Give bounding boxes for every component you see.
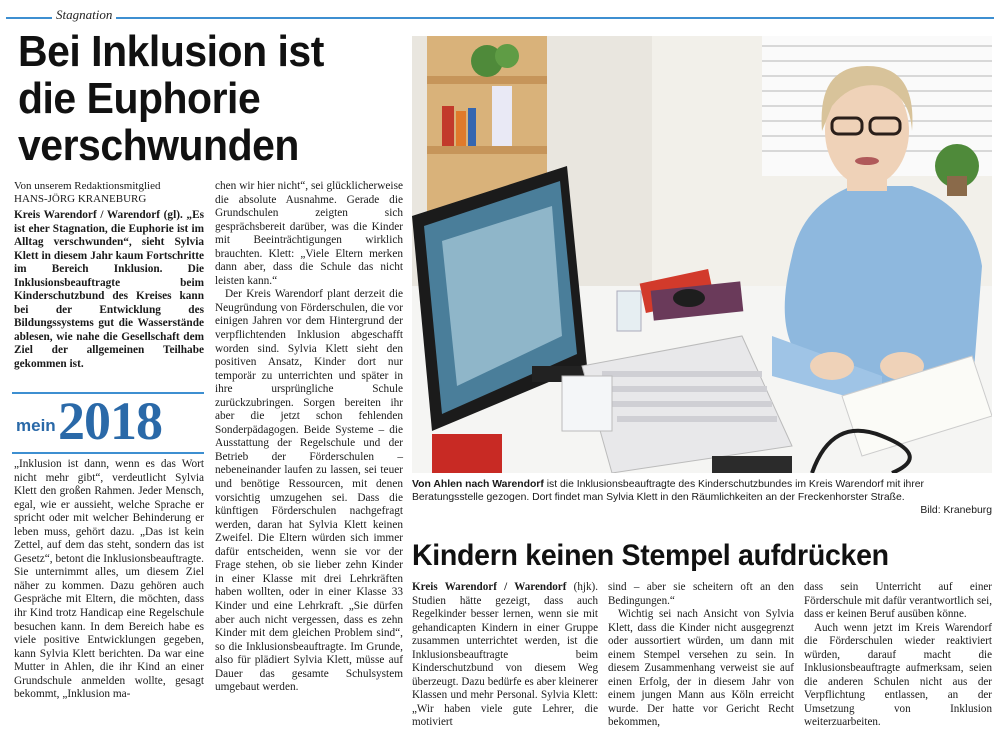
article-2-column-2: [608, 581, 794, 730]
column-2-paragraph-2: Der Kreis Warendorf plant derzeit die Neugründung von Förderschulen, die vor einigen Jahren vor dem Hintergrund der verpflichtenden Inklusion abgeschafft worden sind. Sylvia Klett sieht den positiven Ansatz, Kinder dort nur temporär zu unterrichten und später in ihre ursprüngliche Schule zurückzubringen. Sorgen bereiten ihr aber die jetzt schon fehlenden Sonderpädagogen. Beide Systeme – die Ausstattung der Regelschule und der Betrieb der Förderschulen – nebeneinander laufen zu lassen, sei teuer und benötige Ressourcen, mit denen vorsichtig umzugehen sei. Dass die künftigen Förderschulen nachgefragt werden, daran hat Sylvia Klett keinen Zweifel. Die Eltern würden sich immer dafür entscheiden, wenn sie vor der Frage stehen, ob sie lieber zehn Kinder in einer Klasse mit drei Lehrkräften haben wollten, oder in einer Klasse 33 Kinder und eine Lehrkraft. „Sie dürfen aber auch nicht vergessen, dass es zehn Kinder mit dem gleichen Problem sind“, so die Inklusionsbeauftragte. Im Grunde, also für plädiert Sylvia Klett, müsse auf Dauer das gesamte Schulsystem umgebaut werden.: [215, 288, 403, 694]
author-line-1: Von unserem Redaktionsmitglied: [14, 180, 161, 192]
badge-year: 2018: [58, 391, 162, 451]
caption-text: ist die Inklusionsbeauftragte des Kinderschutzbundes im Kreis Warendorf mit ihrer Beratungsstelle gezogen. Dort findet man Sylvia Klett in den Räumlichkeiten an der Freckenhorster Straße.: [412, 479, 925, 503]
kicker-rule: [6, 17, 994, 19]
author-line-2: HANS-JÖRG KRANEBURG: [14, 193, 147, 205]
kicker-bar: [6, 8, 994, 22]
article-photo: [412, 36, 992, 473]
article-2-column-1: [412, 581, 598, 730]
secondary-headline: Kindern keinen Stempel aufdrücken: [412, 539, 889, 572]
column-1-body: „Inklusion ist dann, wenn es das Wort nicht mehr gibt“, verdeutlicht Sylvia Klett den großen Rahmen. Jeder Mensch, egal, wie er aussieht, welche Sprache er spricht oder mit welcher Behinderung er leben muss, gehört dazu. „Das ist kein Zettel, auf dem das steht, sondern das ist Gesetz“, betont die Inklusionsbeauftragte. Sie unternimmt alles, um diesem Ziel näher zu kommen. Dazu gehören auch Gespräche mit Eltern, die möchten, dass ihr Kind trotz Handicap eine Regelschule besuchen kann. In dem Bereich habe es viele positive Entwicklungen gegeben, kann Sylvia Klett berichten. Da war eine Mutter in Ahlen, die ihr Kind an einer Grundschule anmelden wollte, gesagt bekommt, „Inklusion ma-: [14, 458, 204, 701]
article-2-column-2-paragraph-1: sind – aber sie scheitern oft an den Bedingungen.“: [608, 581, 794, 607]
mein-2018-badge: [12, 392, 204, 454]
article-2-column-1-text: (hjk). Studien hätte gezeigt, dass auch Regelkinder besser lernen, wenn sie mit gehandicapten Kindern in einer Gruppe zusammen unterrichtet werden, ist die Inklusionsbeauftragte beim Kinderschutzbund von diesem Weg überzeugt. Dazu bedürfe es aber kleinerer Klassen und mehr Personal. Sylvia Klett: „Wir haben viele gute Lehrer, die motiviert: [412, 581, 598, 728]
article-2-location: Kreis Warendorf / Warendorf: [412, 581, 567, 593]
headline: Bei Inklusion ist die Euphorie verschwunden: [18, 27, 324, 170]
article-2-column-2-paragraph-2: Wichtig sei nach Ansicht von Sylvia Klett, dass die Kinder nicht ausgegrenzt oder aussortiert würden, um dann mit einem Stempel versehen zu sein. In diesem Zusammenhang verweist sie auf einen Erfolg, der in diesem Jahr von einem jungen Mann aus Köln erreicht wurde. Der hatte vor Gericht Recht bekommen,: [608, 608, 794, 728]
badge-word: mein: [16, 416, 56, 435]
column-2-paragraph-1: chen wir hier nicht“, sei glücklicherweise die absolute Ausnahme. Gerade die Grundschulen zeigten sich gesprächsbereit darüber, was die Kinder mit Beeinträchtigungen wirklich brauchten. Klett: „Viele Eltern merken dann aber, dass die Schule das nicht leisten kann.“: [215, 180, 403, 287]
article-column-1: [14, 458, 204, 702]
lead-text: (gl). „Es ist eher Stagnation, die Euphorie ist im Alltag verschwunden“, sieht Sylvia Klett in diesem Jahr kaum Fortschritte im Bereich Inklusion. Die Inklusionsbeauftragte beim Kinderschutzbund des Kreises kann bei der Entwicklung des Bildungssystems gut die Wasserstände ablesen, wie nahe die Gesellschaft dem Ziel der allgemeinen Teilhabe gekommen ist.: [14, 209, 204, 371]
kicker: Stagnation: [52, 7, 116, 23]
lead-location: Kreis Warendorf / Warendorf: [14, 209, 161, 221]
article-2-column-3-paragraph-1: dass sein Unterricht auf einer Förderschule mit dafür verantwortlich sei, dass er keinen Beruf ausüben könne.: [804, 581, 992, 620]
article-2-column-3: [804, 581, 992, 730]
lead-paragraph: [14, 209, 204, 372]
photo-credit: Bild: Kraneburg: [920, 505, 992, 516]
article-2-column-1-body: [412, 581, 598, 730]
author-byline: [14, 180, 204, 206]
caption-bold: Von Ahlen nach Warendorf: [412, 479, 544, 490]
office-photo-illustration: [412, 36, 992, 473]
article-column-2: [215, 180, 403, 695]
photo-caption: [412, 478, 992, 517]
article-2-column-3-paragraph-2: Auch wenn jetzt im Kreis Warendorf die Förderschulen wieder reaktiviert würden, darauf macht die Inklusionsbeauftragte aufmerksam, seien die anderen Schulen nicht aus der Verpflichtung entlassen, an der Umsetzung von Inklusion weiterzuarbeiten.: [804, 621, 992, 728]
